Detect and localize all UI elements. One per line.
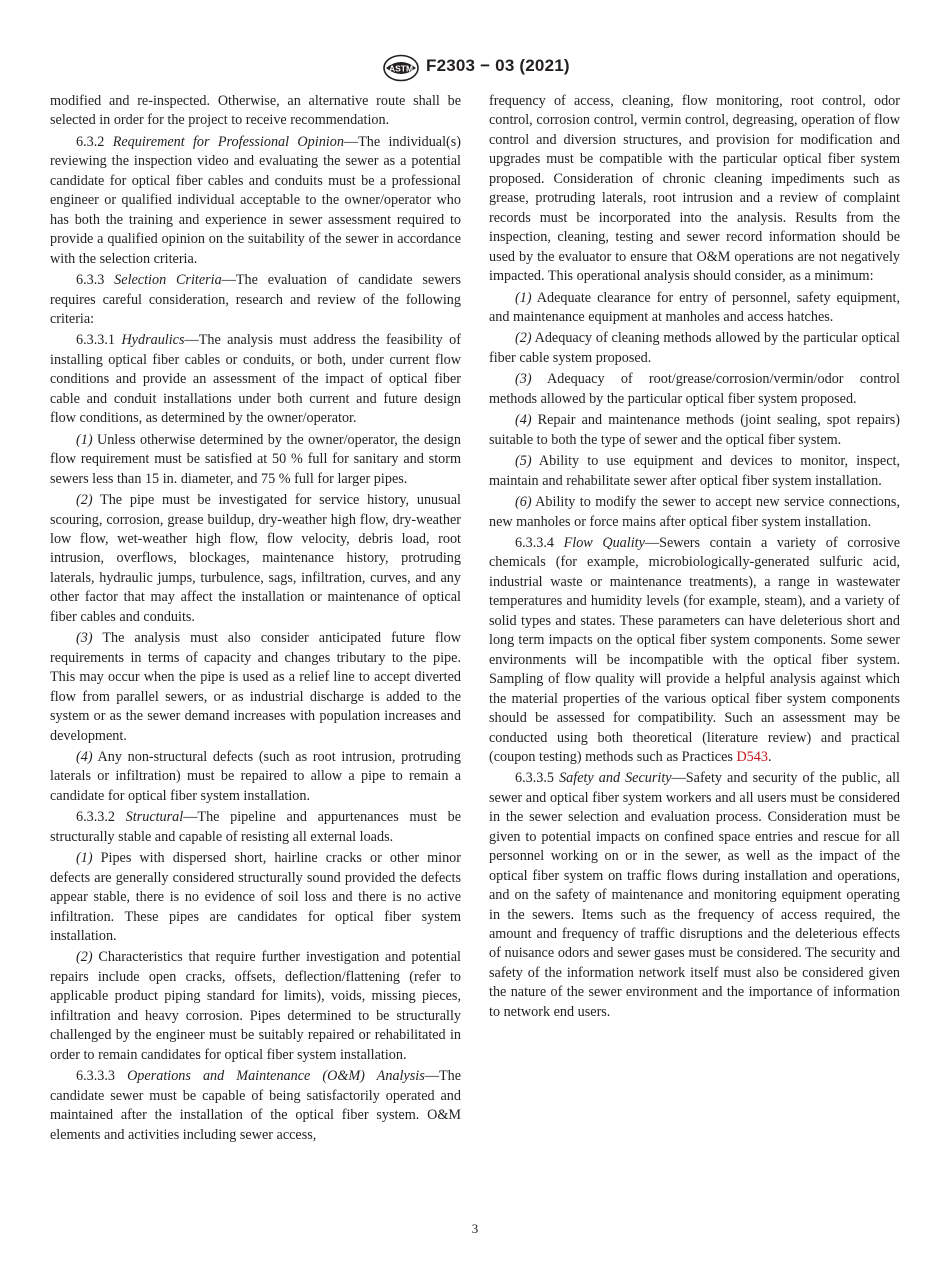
list-item: (1) Pipes with dispersed short, hairline cracks or other minor defects are generally considered structurally sound provided the defects appear stable, there is no evidence of soil loss and there is no active infiltration. These pipes are candidates for optical fiber system installation. xyxy=(50,850,461,945)
list-item: (2) Adequacy of cleaning methods allowed by the particular optical fiber cable system proposed. xyxy=(489,330,900,366)
section-6-3-2: 6.3.2 Requirement for Professional Opinion—The individual(s) reviewing the inspection video and evaluating the sewer as a potential candidate for optical fiber cables and conduits must be a professional engineer or qualified individual acceptable to the owner/operator who has both the training and experience in sewer assessment required to provide a qualified opinion on the suitability of the sewer in accordance with the selection criteria. xyxy=(50,133,461,267)
left-column xyxy=(50,92,461,1147)
list-item: (5) Ability to use equipment and devices to monitor, inspect, maintain and rehabilitate sewer after optical fiber system installation. xyxy=(489,453,900,489)
list-item: (1) Adequate clearance for entry of personnel, safety equipment, and maintenance equipment at manholes and access hatches. xyxy=(489,289,900,325)
section-6-3-3: 6.3.3 Selection Criteria—The evaluation of candidate sewers requires careful consideration, research and review of the following criteria: xyxy=(50,272,461,327)
paragraph: modified and re-inspected. Otherwise, an alternative route shall be selected in order for the project to receive recommendation. xyxy=(50,93,461,129)
list-item: (2) Characteristics that require further investigation and potential repairs include open cracks, offsets, deflection/flattening (refer to applicable product piping standard for limits), voids, missing pieces, infiltration and heavy corrosion. Pipes determined to be structurally challenged by the engineer must be suitably repaired or rehabilitated in order to remain candidates for optical fiber system installation. xyxy=(50,949,461,1063)
paragraph: frequency of access, cleaning, flow monitoring, root control, odor control, corrosion control, vermin control, degreasing, operation of flow control and diversion structures, and provision for modification and upgrades must be compatible with the particular optical fiber system proposed. Consideration of chronic cleaning impediments such as grease, protruding laterals, root intrusion and a review of complaint records must be incorporated into the analysis. Results from the inspection, cleaning, testing and sewer record information should be used by the evaluator to ensure that O&M operations are not negatively impacted. This operational analysis should consider, as a minimum: xyxy=(489,93,900,285)
section-title: Flow Quality xyxy=(563,534,645,551)
list-item: (3) Adequacy of root/grease/corrosion/vermin/odor control methods allowed by the particular optical fiber system proposed. xyxy=(489,371,900,407)
section-title: Requirement for Professional Opinion xyxy=(112,133,344,150)
page-header xyxy=(0,54,950,84)
section-title: Selection Criteria xyxy=(114,272,222,289)
section-6-3-3-3: 6.3.3.3 Operations and Maintenance (O&M) Analysis—The candidate sewer must be capable of being satisfactorily operated and maintained after the installation of the optical fiber system. O&M elements and activities including sewer access, xyxy=(50,1068,462,1143)
section-6-3-3-1: 6.3.3.1 Hydraulics—The analysis must address the feasibility of installing optical fiber cables or conduits, or both, under current flow conditions and provide an assessment of the impact of optical fiber cable and conduit installations under both current and future design flow conditions, as determined by the owner/operator. xyxy=(50,332,461,427)
list-item: (1) Unless otherwise determined by the owner/operator, the design flow requirement must be satisfied at 50 % full for sanitary and storm sewers less than 15 in. diameter, and 75 % full for larger pipes. xyxy=(50,431,461,487)
section-title: Safety and Security xyxy=(559,770,672,787)
section-title: Hydraulics xyxy=(121,332,185,349)
right-column xyxy=(489,92,900,1024)
section-title: Operations and Maintenance (O&M) Analysis xyxy=(127,1068,425,1085)
section-6-3-3-4: 6.3.3.4 Flow Quality—Sewers contain a variety of corrosive chemicals (for example, microbiologically-generated sulfuric acid, industrial waste or maintenance treatments), a range in wastewater temperatures and humidity levels (for example, steam), and a variety of solid types and states. These parameters can have deleterious short and long term impacts on the optical fiber system components. Some sewer environments will be incompatible with the optical fiber system. Sampling of flow quality will provide a helpful analysis against which the material properties of the various optical fiber system components should be assessed for compatibility. Such an assessment may be conducted using both theoretical (literature review) and practical (coupon testing) methods such as Practices D543. xyxy=(489,534,900,765)
section-6-3-3-5: 6.3.3.5 Safety and Security—Safety and security of the public, all sewer and optical fiber system workers and all users must be considered in the sewer selection and evaluation process. Consideration must be given to potential impacts on confined space entries and rescue for all personnel working on or in the sewer, as well as the impact of the optical fiber system on traffic flows during installation and operations, and on the safety of maintenance and monitoring equipment operating in the sewers. Items such as the frequency of access required, the amount and frequency of traffic disruptions and the deleterious effects of nuisance odors and sewer gases must be considered. The security and safety of the information network itself must also be considered given the nature of the sewer environment and the importance of information to network end users. xyxy=(489,770,900,1020)
svg-text:ASTM: ASTM xyxy=(388,63,414,74)
list-item: (6) Ability to modify the sewer to accept new service connections, new manholes or force mains after optical fiber system installation. xyxy=(489,494,900,530)
list-item: (4) Repair and maintenance methods (joint sealing, spot repairs) suitable to both the type of sewer and the optical fiber system. xyxy=(489,412,900,448)
section-title: Structural xyxy=(125,809,184,826)
list-item: (3) The analysis must also consider anticipated future flow requirements in terms of capacity and changes tributary to the pipe. This may occur when the pipe is used as a relief line to accept diverted flow from parallel sewers, or as industrial discharge is added to the system or as the sewer demand increases with population increases and development. xyxy=(50,630,461,744)
list-item: (2) The pipe must be investigated for service history, unusual scouring, corrosion, grease buildup, dry-weather high flow, dry-weather low flow, wet-weather high flow, flow velocity, debris load, root intrusion, overflows, blockages, maintenance history, protruding laterals, hydraulic jumps, turbulence, sags, infiltration, curves, and any other factor that may affect the installation or maintenance of optical fiber cables and conduits. xyxy=(50,492,461,625)
list-item: (4) Any non-structural defects (such as root intrusion, protruding laterals or infiltration) must be repaired to allow a pipe to remain a candidate for optical fiber system installation. xyxy=(50,748,461,804)
page-number: 3 xyxy=(471,1221,479,1236)
reference-link-d543[interactable]: D543 xyxy=(736,748,768,765)
standard-designation: F2303 − 03 (2021) xyxy=(426,56,570,75)
astm-logo-icon xyxy=(382,54,420,82)
section-6-3-3-2: 6.3.3.2 Structural—The pipeline and appurtenances must be structurally stable and capable of resisting all external loads. xyxy=(50,809,462,845)
